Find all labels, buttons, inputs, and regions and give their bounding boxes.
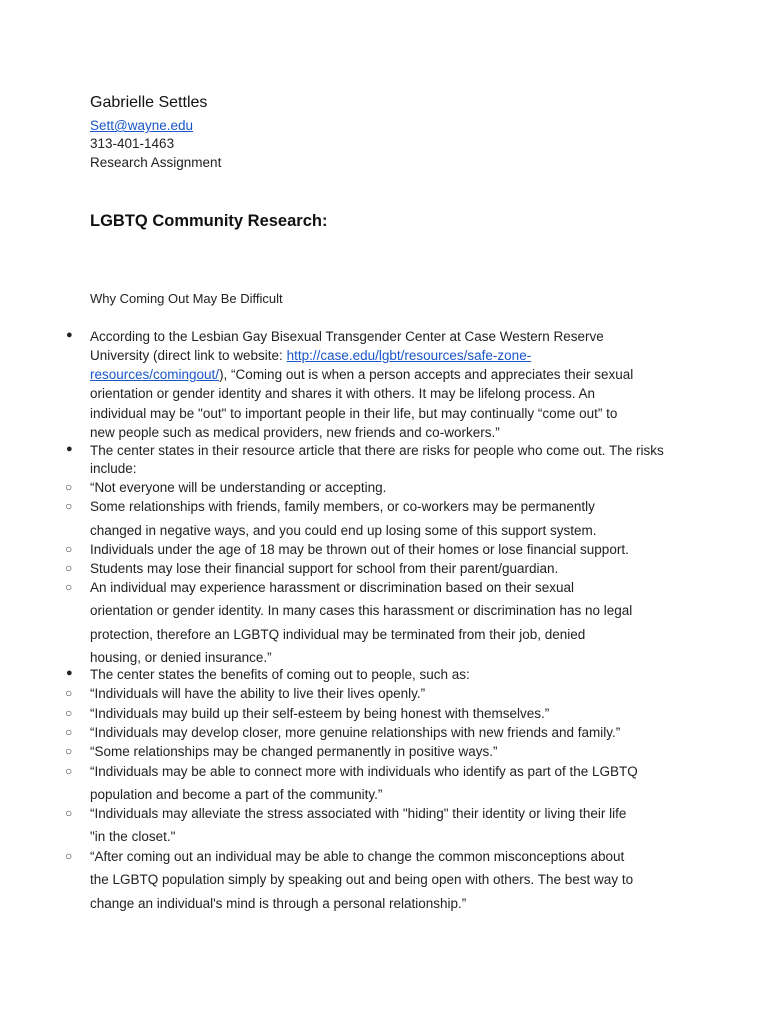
page-title: LGBTQ Community Research:	[90, 212, 328, 230]
list-item-text: change an individual's mind is through a personal relationship.”	[90, 896, 467, 911]
list-item-text: According to the Lesbian Gay Bisexual Transgender Center at Case Western Reserve	[90, 329, 604, 344]
list-item-text: An individual may experience harassment or discrimination based on their sexual	[90, 580, 575, 595]
circle-marker: ○	[65, 499, 73, 513]
list-item-text	[90, 367, 690, 382]
list-item-text: include:	[90, 461, 137, 476]
circle-marker: ○	[65, 706, 73, 720]
assignment-label: Research Assignment	[90, 155, 222, 170]
author-phone: 313-401-1463	[90, 136, 175, 151]
circle-marker: ○	[65, 561, 73, 575]
text-fragment: ), “Coming out is when a person accepts and appreciates their sexual	[219, 367, 634, 382]
circle-marker: ○	[65, 542, 73, 556]
circle-marker: ○	[65, 764, 73, 778]
list-item-text: The center states the benefits of coming out to people, such as:	[90, 667, 470, 682]
text-fragment: University (direct link to website:	[90, 348, 287, 363]
list-item-text: new people such as medical providers, new friends and co-workers.”	[90, 425, 500, 440]
circle-marker: ○	[65, 686, 73, 700]
circle-marker: ○	[65, 580, 73, 594]
website-link[interactable]: resources/comingout/	[90, 367, 220, 382]
list-item-text: Students may lose their financial support for school from their parent/guardian.	[90, 561, 559, 576]
list-item-text: changed in negative ways, and you could end up losing some of this support system.	[90, 523, 597, 538]
circle-marker: ○	[65, 849, 73, 863]
list-item-text: “Individuals may alleviate the stress associated with "hiding" their identity or living their life	[90, 806, 627, 821]
author-email-link[interactable]: Sett@wayne.edu	[90, 118, 194, 133]
list-item-text: “Individuals may be able to connect more with individuals who identify as part of the LGBTQ	[90, 764, 638, 779]
circle-marker: ○	[65, 744, 73, 758]
list-item-text: protection, therefore an LGBTQ individual may be terminated from their job, denied	[90, 627, 586, 642]
list-item-text: orientation or gender identity. In many cases this harassment or discrimination has no legal	[90, 603, 633, 618]
list-item-text: housing, or denied insurance.”	[90, 650, 272, 665]
list-item-text: the LGBTQ population simply by speaking out and being open with others. The best way to	[90, 872, 634, 887]
list-item-text: The center states in their resource article that there are risks for people who come out. The risks	[90, 443, 664, 458]
list-item-text: population and become a part of the community.”	[90, 787, 383, 802]
author-name: Gabrielle Settles	[90, 94, 208, 111]
list-item-text: individual may be "out" to important people in their life, but may continually “come out” to	[90, 406, 618, 421]
list-item-text: “Individuals may develop closer, more genuine relationships with new friends and family.”	[90, 725, 621, 740]
list-item-text: “Individuals may build up their self-esteem by being honest with themselves.”	[90, 706, 550, 721]
bullet-marker: ●	[66, 329, 73, 341]
website-link[interactable]: http://case.edu/lgbt/resources/safe-zone-	[286, 348, 532, 363]
section-subheading: Why Coming Out May Be Difficult	[90, 291, 283, 306]
list-item-text	[90, 348, 690, 363]
circle-marker: ○	[65, 480, 73, 494]
circle-marker: ○	[65, 725, 73, 739]
list-item-text: "in the closet."	[90, 829, 176, 844]
bullet-marker: ●	[66, 443, 73, 455]
list-item-text: Individuals under the age of 18 may be thrown out of their homes or lose financial support.	[90, 542, 629, 557]
list-item-text: “Not everyone will be understanding or accepting.	[90, 480, 387, 495]
list-item-text: “Some relationships may be changed permanently in positive ways.”	[90, 744, 498, 759]
circle-marker: ○	[65, 806, 73, 820]
bullet-marker: ●	[66, 667, 73, 679]
list-item-text: “After coming out an individual may be able to change the common misconceptions about	[90, 849, 625, 864]
list-item-text: “Individuals will have the ability to live their lives openly.”	[90, 686, 426, 701]
list-item-text: Some relationships with friends, family members, or co-workers may be permanently	[90, 499, 595, 514]
list-item-text: orientation or gender identity and shares it with others. It may be lifelong process. An	[90, 386, 596, 401]
